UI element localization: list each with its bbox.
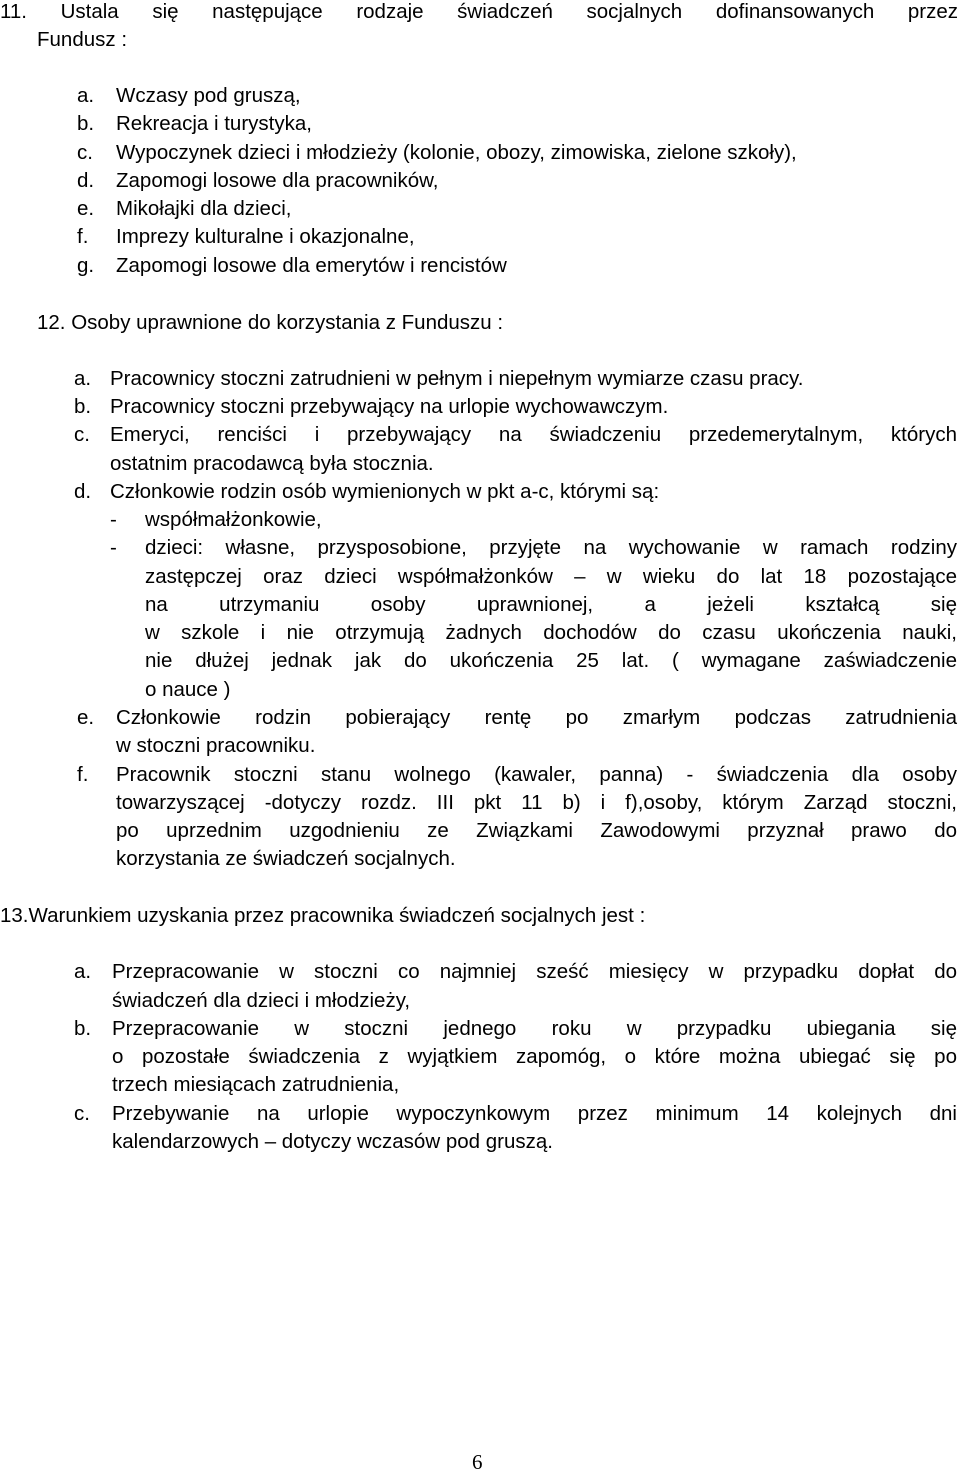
list-item: Przebywanie na urlopie wypoczynkowym przez minimum 14 kolejnych dni bbox=[112, 1102, 957, 1125]
list-marker: f. bbox=[77, 763, 89, 786]
list-marker: c. bbox=[77, 141, 93, 164]
list-item: Członkowie rodzin osób wymienionych w pkt a-c, którymi są: bbox=[110, 480, 660, 503]
list-item: Przepracowanie w stoczni co najmniej sześć miesięcy w przypadku dopłat do bbox=[112, 960, 957, 983]
dash-item-cont: nie dłużej jednak jak do ukończenia 25 lat. ( wymagane zaświadczenie bbox=[145, 649, 957, 672]
list-item-cont: trzech miesiącach zatrudnienia, bbox=[112, 1073, 400, 1096]
list-marker: c. bbox=[74, 1102, 90, 1125]
list-marker: g. bbox=[77, 254, 95, 277]
list-item-cont: w stoczni pracowniku. bbox=[116, 734, 316, 757]
dash-item-cont: na utrzymaniu osoby uprawnionej, a jeżeli kształcą się bbox=[145, 593, 957, 616]
list-item: Imprezy kulturalne i okazjonalne, bbox=[116, 225, 415, 248]
dash-item: współmałżonkowie, bbox=[145, 508, 322, 531]
list-marker: d. bbox=[77, 169, 95, 192]
list-marker: b. bbox=[74, 395, 92, 418]
list-item: Przepracowanie w stoczni jednego roku w przypadku ubiegania się bbox=[112, 1017, 957, 1040]
list-marker: d. bbox=[74, 480, 92, 503]
list-item-cont: po uprzednim uzgodnieniu ze Związkami Zawodowymi przyznał prawo do bbox=[116, 819, 957, 842]
list-marker: b. bbox=[74, 1017, 92, 1040]
list-item: Członkowie rodzin pobierający rentę po zmarłym podczas zatrudnienia bbox=[116, 706, 957, 729]
list-marker: c. bbox=[74, 423, 90, 446]
list-marker: e. bbox=[77, 197, 95, 220]
page-number: 6 bbox=[472, 1450, 483, 1474]
list-item-cont: ostatnim pracodawcą była stocznia. bbox=[110, 452, 434, 475]
list-marker: a. bbox=[74, 367, 92, 390]
section-12-title: 12. Osoby uprawnione do korzystania z Funduszu : bbox=[37, 311, 504, 334]
section-13-title: 13.Warunkiem uzyskania przez pracownika świadczeń socjalnych jest : bbox=[0, 904, 646, 927]
list-item: Pracownicy stoczni przebywający na urlopie wychowawczym. bbox=[110, 395, 669, 418]
dash-item: dzieci: własne, przysposobione, przyjęte na wychowanie w ramach rodziny bbox=[145, 536, 957, 559]
list-item: Wypoczynek dzieci i młodzieży (kolonie, obozy, zimowiska, zielone szkoły), bbox=[116, 141, 797, 164]
list-item-cont: świadczeń dla dzieci i młodzieży, bbox=[112, 989, 411, 1012]
list-item: Rekreacja i turystyka, bbox=[116, 112, 312, 135]
list-item: Zapomogi losowe dla emerytów i rencistów bbox=[116, 254, 507, 277]
list-marker: e. bbox=[77, 706, 95, 729]
dash-marker: - bbox=[110, 508, 117, 531]
list-item-cont: kalendarzowych – dotyczy wczasów pod gruszą. bbox=[112, 1130, 553, 1153]
list-item: Wczasy pod gruszą, bbox=[116, 84, 301, 107]
section-11-title: 11. Ustala się następujące rodzaje świadczeń socjalnych dofinansowanych przez bbox=[0, 0, 958, 23]
list-marker: a. bbox=[74, 960, 92, 983]
dash-marker: - bbox=[110, 536, 117, 559]
section-11-title-cont: Fundusz : bbox=[37, 28, 128, 51]
list-item-cont: o pozostałe świadczenia z wyjątkiem zapomóg, o które można ubiegać się po bbox=[112, 1045, 957, 1068]
list-marker: a. bbox=[77, 84, 95, 107]
list-item: Mikołajki dla dzieci, bbox=[116, 197, 292, 220]
list-item: Emeryci, renciści i przebywający na świadczeniu przedemerytalnym, których bbox=[110, 423, 957, 446]
dash-item-cont: o nauce ) bbox=[145, 678, 231, 701]
list-item-cont: korzystania ze świadczeń socjalnych. bbox=[116, 847, 456, 870]
dash-item-cont: w szkole i nie otrzymują żadnych dochodów do czasu ukończenia nauki, bbox=[145, 621, 957, 644]
list-item: Pracownik stoczni stanu wolnego (kawaler, panna) - świadczenia dla osoby bbox=[116, 763, 957, 786]
list-item: Zapomogi losowe dla pracowników, bbox=[116, 169, 439, 192]
list-marker: f. bbox=[77, 225, 89, 248]
list-marker: b. bbox=[77, 112, 95, 135]
list-item-cont: towarzyszącej -dotyczy rozdz. III pkt 11 b) i f),osoby, którym Zarząd stoczni, bbox=[116, 791, 957, 814]
dash-item-cont: zastępczej oraz dzieci współmałżonków – w wieku do lat 18 pozostające bbox=[145, 565, 957, 588]
list-item: Pracownicy stoczni zatrudnieni w pełnym i niepełnym wymiarze czasu pracy. bbox=[110, 367, 804, 390]
